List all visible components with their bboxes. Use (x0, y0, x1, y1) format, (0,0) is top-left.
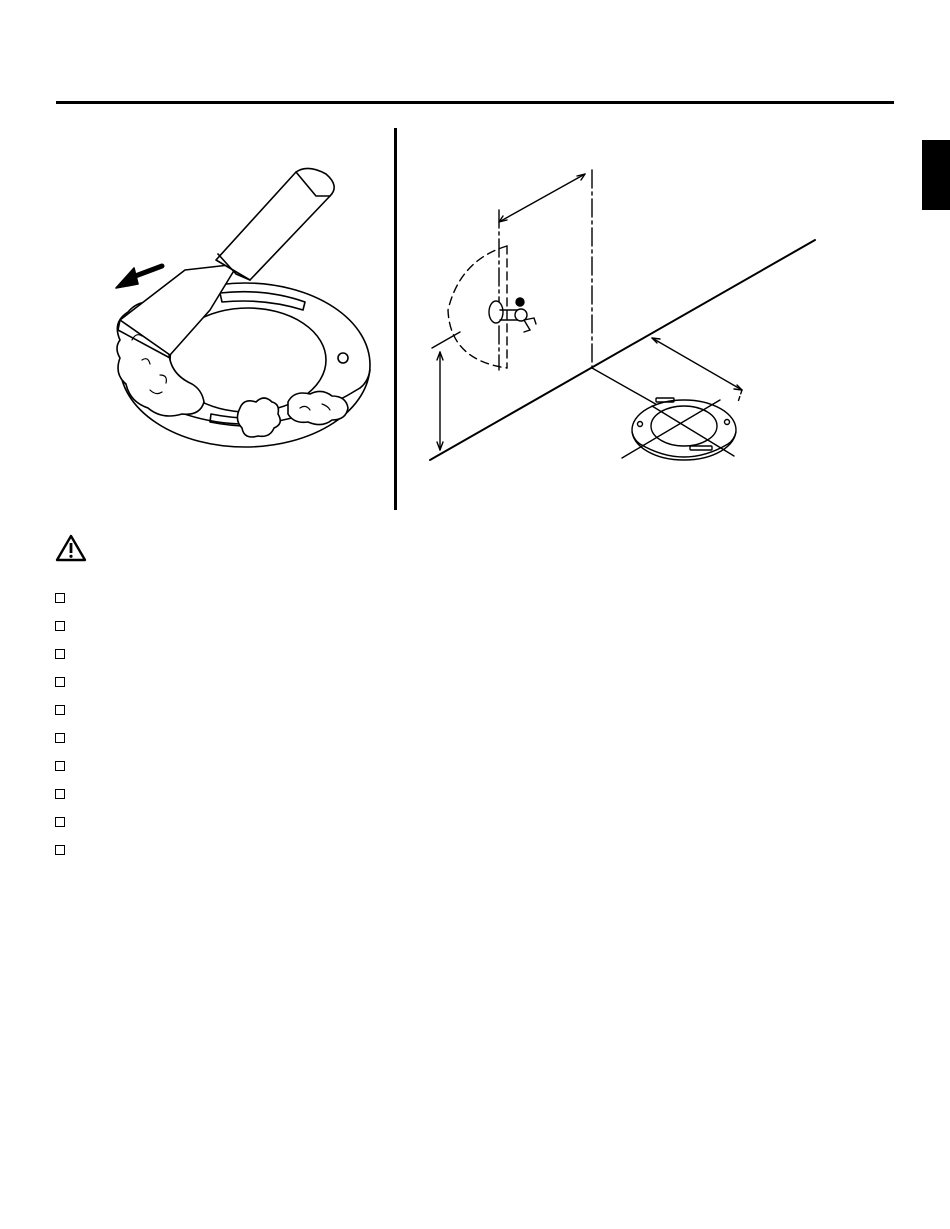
checklist-item (55, 733, 65, 761)
checkbox[interactable] (55, 649, 65, 659)
warning-triangle-icon (55, 534, 87, 562)
header-rule (56, 101, 894, 104)
checklist-item (55, 817, 65, 845)
checkbox[interactable] (55, 733, 65, 743)
checklist-item (55, 593, 65, 621)
checkbox[interactable] (55, 817, 65, 827)
rough-in-dimensions-icon (420, 160, 840, 480)
checkbox[interactable] (55, 761, 65, 771)
checkbox[interactable] (55, 593, 65, 603)
checklist-item (55, 761, 65, 789)
checklist-item (55, 621, 65, 649)
checklist-item (55, 677, 65, 705)
checkbox[interactable] (55, 705, 65, 715)
checklist-item (55, 789, 65, 817)
checkbox[interactable] (55, 621, 65, 631)
illustration-divider (394, 128, 397, 510)
scraper-removing-wax-ring-icon (90, 160, 380, 460)
checklist (55, 593, 65, 873)
checklist-item (55, 649, 65, 677)
checkbox[interactable] (55, 845, 65, 855)
section-tab-marker (922, 140, 950, 210)
checklist-item (55, 705, 65, 733)
checklist-item (55, 845, 65, 873)
checkbox[interactable] (55, 789, 65, 799)
checkbox[interactable] (55, 677, 65, 687)
